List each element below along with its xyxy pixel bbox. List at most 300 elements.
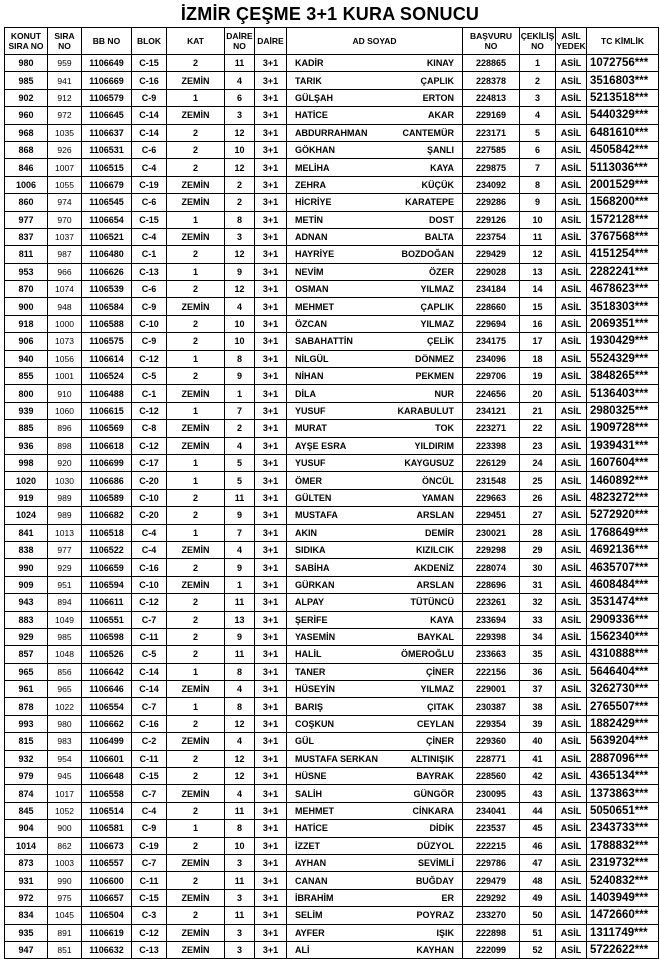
cekilis-no-cell: 36 [520,663,556,680]
first-name: NİHAN [295,371,324,382]
asil-yedek-cell: ASİL [556,611,587,628]
daire-no-cell: 8 [225,698,255,715]
last-name: YILMAZ [420,284,454,295]
konut-sira-no-cell: 931 [5,872,48,889]
daire-cell: 3+1 [255,159,287,176]
ad-soyad-cell [287,941,463,958]
last-name: ARSLAN [416,579,454,590]
sira-no-cell: 896 [48,420,82,437]
last-name: BALTA [424,232,454,243]
daire-cell: 3+1 [255,785,287,802]
daire-cell: 3+1 [255,281,287,298]
bb-no-cell: 1106531 [82,141,132,158]
tc-kimlik-cell: 2343733*** [587,820,659,837]
asil-yedek-cell: ASİL [556,368,587,385]
last-name: BAYKAL [417,632,454,643]
basvuru-no-cell: 228696 [463,576,520,593]
kat-cell: 2 [167,368,225,385]
tc-kimlik-cell: 5113036*** [587,159,659,176]
daire-cell: 3+1 [255,55,287,72]
asil-yedek-cell: ASİL [556,628,587,645]
blok-cell: C-11 [132,750,167,767]
sira-no-cell: 1056 [48,350,82,367]
table-row [5,107,659,124]
kat-cell: ZEMİN [167,194,225,211]
kat-cell: ZEMİN [167,854,225,871]
last-name: CİNKARA [412,805,454,816]
tc-kimlik-cell: 1930429*** [587,333,659,350]
blok-cell: C-1 [132,385,167,402]
daire-cell: 3+1 [255,107,287,124]
kat-cell: ZEMİN [167,72,225,89]
last-name: KAYA [430,162,454,173]
sira-no-cell: 856 [48,663,82,680]
basvuru-no-cell: 230387 [463,698,520,715]
blok-cell: C-12 [132,924,167,941]
cekilis-no-cell: 35 [520,646,556,663]
bb-no-cell: 1106514 [82,802,132,819]
first-name: DİLA [295,388,316,399]
cekilis-no-cell: 29 [520,541,556,558]
ad-soyad-cell [287,72,463,89]
daire-no-cell: 11 [225,907,255,924]
sira-no-cell: 1073 [48,333,82,350]
ad-soyad-cell [287,820,463,837]
bb-no-cell: 1106521 [82,228,132,245]
daire-no-cell: 4 [225,733,255,750]
first-name: SABİHA [295,562,330,573]
sira-no-cell: 920 [48,454,82,471]
konut-sira-no-cell: 1024 [5,507,48,524]
basvuru-no-cell: 229451 [463,507,520,524]
first-name: ŞERİFE [295,614,328,625]
ad-soyad-cell [287,750,463,767]
konut-sira-no-cell: 953 [5,263,48,280]
basvuru-no-cell: 229169 [463,107,520,124]
cekilis-no-cell: 12 [520,246,556,263]
daire-cell: 3+1 [255,941,287,958]
daire-no-cell: 12 [225,281,255,298]
asil-yedek-cell: ASİL [556,228,587,245]
basvuru-no-cell: 229694 [463,315,520,332]
asil-yedek-cell: ASİL [556,854,587,871]
sira-no-cell: 1003 [48,854,82,871]
bb-no-cell: 1106551 [82,611,132,628]
blok-cell: C-16 [132,715,167,732]
daire-no-cell: 4 [225,541,255,558]
basvuru-no-cell: 223537 [463,820,520,837]
tc-kimlik-cell: 4365134*** [587,768,659,785]
ad-soyad-cell [287,298,463,315]
first-name: MURAT [295,423,327,434]
kat-cell: ZEMİN [167,785,225,802]
cekilis-no-cell: 14 [520,281,556,298]
cekilis-no-cell: 28 [520,524,556,541]
tc-kimlik-cell: 2069351*** [587,315,659,332]
kat-cell: ZEMİN [167,681,225,698]
first-name: MELİHA [295,162,330,173]
kat-cell: ZEMİN [167,733,225,750]
sira-no-cell: 1037 [48,228,82,245]
asil-yedek-cell: ASİL [556,663,587,680]
tc-kimlik-cell: 5050651*** [587,802,659,819]
daire-cell: 3+1 [255,559,287,576]
ad-soyad-cell [287,663,463,680]
last-name: KAYGUSUZ [404,458,454,469]
konut-sira-no-cell: 873 [5,854,48,871]
tc-kimlik-cell: 1882429*** [587,715,659,732]
tc-kimlik-cell: 1311749*** [587,924,659,941]
blok-cell: C-12 [132,594,167,611]
cekilis-no-cell: 46 [520,837,556,854]
cekilis-no-cell: 34 [520,628,556,645]
table-row [5,315,659,332]
table-row [5,298,659,315]
kat-cell: 2 [167,715,225,732]
daire-no-cell: 1 [225,385,255,402]
konut-sira-no-cell: 993 [5,715,48,732]
daire-cell: 3+1 [255,89,287,106]
bb-no-cell: 1106594 [82,576,132,593]
basvuru-no-cell: 229028 [463,263,520,280]
asil-yedek-cell: ASİL [556,594,587,611]
konut-sira-no-cell: 940 [5,350,48,367]
last-name: ERTON [422,92,454,103]
daire-no-cell: 9 [225,263,255,280]
konut-sira-no-cell: 968 [5,124,48,141]
kat-cell: 1 [167,211,225,228]
last-name: ÇAPLIK [420,75,454,86]
basvuru-no-cell: 229479 [463,872,520,889]
konut-sira-no-cell: 885 [5,420,48,437]
ad-soyad-cell [287,472,463,489]
kat-cell: 2 [167,559,225,576]
table-row [5,228,659,245]
cekilis-no-cell: 25 [520,472,556,489]
bb-no-cell: 1106480 [82,246,132,263]
basvuru-no-cell: 229875 [463,159,520,176]
konut-sira-no-cell: 868 [5,141,48,158]
last-name: SEVİMLİ [417,858,454,869]
kat-cell: 2 [167,315,225,332]
sira-no-cell: 1007 [48,159,82,176]
asil-yedek-cell: ASİL [556,837,587,854]
last-name: POYRAZ [416,910,454,921]
table-row [5,159,659,176]
first-name: MUSTAFA [295,510,338,521]
daire-cell: 3+1 [255,768,287,785]
kat-cell: 2 [167,141,225,158]
table-header [5,28,659,55]
konut-sira-no-cell: 965 [5,663,48,680]
asil-yedek-cell: ASİL [556,211,587,228]
konut-sira-no-cell: 834 [5,907,48,924]
first-name: HATİCE [295,823,328,834]
daire-cell: 3+1 [255,628,287,645]
daire-no-cell: 4 [225,681,255,698]
daire-no-cell: 4 [225,72,255,89]
ad-soyad-cell [287,454,463,471]
daire-no-cell: 3 [225,854,255,871]
basvuru-no-cell: 229298 [463,541,520,558]
table-row [5,420,659,437]
ad-soyad-cell [287,159,463,176]
first-name: CANAN [295,875,328,886]
cekilis-no-cell: 44 [520,802,556,819]
asil-yedek-cell: ASİL [556,785,587,802]
basvuru-no-cell: 234175 [463,333,520,350]
tc-kimlik-cell: 2980325*** [587,402,659,419]
ad-soyad-cell [287,141,463,158]
first-name: SIDIKA [295,545,326,556]
cekilis-no-cell: 22 [520,420,556,437]
kat-cell: ZEMİN [167,437,225,454]
tc-kimlik-cell: 1568200*** [587,194,659,211]
kat-cell: ZEMİN [167,420,225,437]
kat-cell: 2 [167,907,225,924]
sira-no-cell: 959 [48,55,82,72]
daire-cell: 3+1 [255,576,287,593]
asil-yedek-cell: ASİL [556,385,587,402]
first-name: MEHMET [295,301,334,312]
table-row [5,281,659,298]
cekilis-no-cell: 16 [520,315,556,332]
tc-kimlik-cell: 5440329*** [587,107,659,124]
first-name: ZEHRA [295,179,326,190]
daire-cell: 3+1 [255,698,287,715]
daire-cell: 3+1 [255,837,287,854]
basvuru-no-cell: 228560 [463,768,520,785]
table-row [5,541,659,558]
bb-no-cell: 1106679 [82,176,132,193]
kat-cell: ZEMİN [167,889,225,906]
daire-no-cell: 4 [225,437,255,454]
daire-cell: 3+1 [255,507,287,524]
asil-yedek-cell: ASİL [556,715,587,732]
tc-kimlik-cell: 3848265*** [587,368,659,385]
blok-cell: C-14 [132,124,167,141]
bb-no-cell: 1106588 [82,315,132,332]
kat-cell: 2 [167,611,225,628]
daire-no-cell: 11 [225,646,255,663]
sira-no-cell: 1052 [48,802,82,819]
sira-no-cell: 975 [48,889,82,906]
cekilis-no-cell: 42 [520,768,556,785]
daire-no-cell: 2 [225,176,255,193]
first-name: AKIN [295,527,317,538]
basvuru-no-cell: 226129 [463,454,520,471]
sira-no-cell: 1055 [48,176,82,193]
konut-sira-no-cell: 902 [5,89,48,106]
tc-kimlik-cell: 2001529*** [587,176,659,193]
basvuru-no-cell: 227585 [463,141,520,158]
bb-no-cell: 1106589 [82,489,132,506]
ad-soyad-cell [287,559,463,576]
bb-no-cell: 1106626 [82,263,132,280]
basvuru-no-cell: 229786 [463,854,520,871]
first-name: TANER [295,666,326,677]
sira-no-cell: 1048 [48,646,82,663]
blok-cell: C-4 [132,228,167,245]
table-row [5,472,659,489]
table-row [5,385,659,402]
basvuru-no-cell: 223171 [463,124,520,141]
table-body [5,55,659,959]
blok-cell: C-9 [132,89,167,106]
table-row [5,854,659,871]
asil-yedek-cell: ASİL [556,768,587,785]
daire-no-cell: 5 [225,472,255,489]
kat-cell: ZEMİN [167,176,225,193]
table-row [5,663,659,680]
asil-yedek-cell: ASİL [556,55,587,72]
bb-no-cell: 1106632 [82,941,132,958]
daire-no-cell: 10 [225,837,255,854]
blok-cell: C-5 [132,646,167,663]
daire-cell: 3+1 [255,315,287,332]
table-row [5,72,659,89]
last-name: IŞIK [436,927,454,938]
konut-sira-no-cell: 878 [5,698,48,715]
cekilis-no-cell: 31 [520,576,556,593]
ad-soyad-cell [287,681,463,698]
daire-cell: 3+1 [255,924,287,941]
konut-sira-no-cell: 845 [5,802,48,819]
basvuru-no-cell: 223271 [463,420,520,437]
tc-kimlik-cell: 3516803*** [587,72,659,89]
konut-sira-no-cell: 870 [5,281,48,298]
table-row [5,628,659,645]
tc-kimlik-cell: 5272920*** [587,507,659,524]
last-name: DEMİR [425,527,454,538]
ad-soyad-cell [287,889,463,906]
asil-yedek-cell: ASİL [556,472,587,489]
table-row [5,263,659,280]
konut-sira-no-cell: 838 [5,541,48,558]
sira-no-cell: 974 [48,194,82,211]
basvuru-no-cell: 229354 [463,715,520,732]
first-name: GÜRKAN [295,579,335,590]
ad-soyad-cell [287,402,463,419]
tc-kimlik-cell: 5524329*** [587,350,659,367]
konut-sira-no-cell: 979 [5,768,48,785]
cekilis-no-cell: 48 [520,872,556,889]
ad-soyad-cell [287,176,463,193]
basvuru-no-cell: 224656 [463,385,520,402]
bb-no-cell: 1106518 [82,524,132,541]
bb-no-cell: 1106699 [82,454,132,471]
basvuru-no-cell: 223754 [463,228,520,245]
bb-no-cell: 1106569 [82,420,132,437]
kat-cell: ZEMİN [167,924,225,941]
daire-cell: 3+1 [255,663,287,680]
bb-no-cell: 1106575 [82,333,132,350]
bb-no-cell: 1106581 [82,820,132,837]
table-row [5,907,659,924]
asil-yedek-cell: ASİL [556,315,587,332]
ad-soyad-cell [287,628,463,645]
sira-no-cell: 1001 [48,368,82,385]
tc-kimlik-cell: 3531474*** [587,594,659,611]
bb-no-cell: 1106654 [82,211,132,228]
tc-kimlik-cell: 5136403*** [587,385,659,402]
sira-no-cell: 851 [48,941,82,958]
sira-no-cell: 1030 [48,472,82,489]
daire-cell: 3+1 [255,820,287,837]
first-name: AYŞE ESRA [295,440,347,451]
blok-cell: C-6 [132,194,167,211]
kat-cell: ZEMİN [167,385,225,402]
first-name: HÜSEYİN [295,684,336,695]
asil-yedek-cell: ASİL [556,872,587,889]
asil-yedek-cell: ASİL [556,402,587,419]
cekilis-no-cell: 24 [520,454,556,471]
cekilis-no-cell: 47 [520,854,556,871]
blok-cell: C-14 [132,107,167,124]
bb-no-cell: 1106545 [82,194,132,211]
basvuru-no-cell: 234184 [463,281,520,298]
asil-yedek-cell: ASİL [556,924,587,941]
last-name: TOK [435,423,454,434]
header-sira-no: SIRA NO [48,28,82,55]
blok-cell: C-15 [132,889,167,906]
tc-kimlik-cell: 1572128*** [587,211,659,228]
ad-soyad-cell [287,646,463,663]
table-row [5,768,659,785]
bb-no-cell: 1106611 [82,594,132,611]
daire-cell: 3+1 [255,524,287,541]
ad-soyad-cell [287,507,463,524]
sira-no-cell: 900 [48,820,82,837]
basvuru-no-cell: 229398 [463,628,520,645]
cekilis-no-cell: 17 [520,333,556,350]
kat-cell: ZEMİN [167,228,225,245]
last-name: ÖMEROĞLU [401,649,454,660]
sira-no-cell: 912 [48,89,82,106]
daire-cell: 3+1 [255,298,287,315]
daire-no-cell: 3 [225,228,255,245]
kat-cell: 2 [167,750,225,767]
page-title: İZMİR ÇEŞME 3+1 KURA SONUCU [180,4,480,24]
daire-no-cell: 10 [225,141,255,158]
konut-sira-no-cell: 972 [5,889,48,906]
kat-cell: 2 [167,507,225,524]
tc-kimlik-cell: 1788832*** [587,837,659,854]
ad-soyad-cell [287,872,463,889]
asil-yedek-cell: ASİL [556,72,587,89]
ad-soyad-cell [287,768,463,785]
table-row [5,211,659,228]
ad-soyad-cell [287,420,463,437]
asil-yedek-cell: ASİL [556,420,587,437]
first-name: SABAHATTİN [295,336,353,347]
sira-no-cell: 1013 [48,524,82,541]
last-name: ÇITAK [427,701,454,712]
first-name: AYFER [295,927,325,938]
sira-no-cell: 891 [48,924,82,941]
header-daire: DAİRE [255,28,287,55]
asil-yedek-cell: ASİL [556,802,587,819]
last-name: AKDENİZ [414,562,454,573]
last-name: KAYHAN [416,945,454,956]
ad-soyad-cell [287,924,463,941]
blok-cell: C-13 [132,941,167,958]
last-name: KAYA [430,614,454,625]
sira-no-cell: 926 [48,141,82,158]
ad-soyad-cell [287,837,463,854]
ad-soyad-cell [287,263,463,280]
basvuru-no-cell: 230095 [463,785,520,802]
